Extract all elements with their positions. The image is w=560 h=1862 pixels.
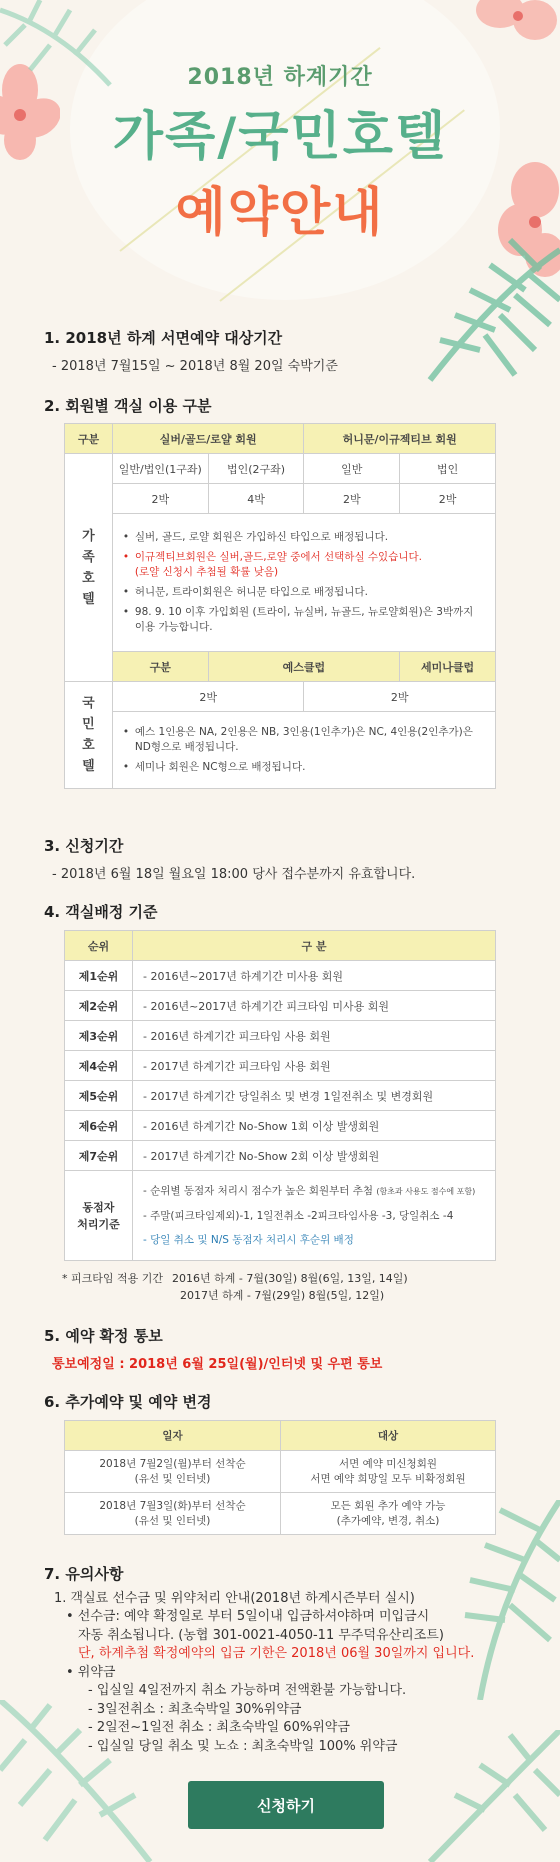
note-line: - 2일전~1일전 취소 : 최초숙박일 60%위약금 [88, 1720, 350, 1735]
additional-booking-table [64, 1420, 496, 1535]
table-cell: 일반 [304, 454, 400, 484]
note-item: • 허니문, 트라이회원은 허니문 타입으로 배정됩니다. [123, 585, 485, 600]
table-header: 허니문/이규젝티브 회원 [304, 424, 496, 454]
table-header: 세미나클럽 [400, 652, 496, 682]
tie-rule-1: - 순위별 동점자 처리시 점수가 높은 회원부터 추첨 (함초과 사용도 점수에 포함) [143, 1185, 476, 1197]
table-cell: 2박 [304, 484, 400, 514]
row-label-national-hotel: 국 민 호 텔 [65, 682, 113, 789]
note-item: • 예스 1인용은 NA, 2인용은 NB, 3인용(1인추가)은 NC, 4인용(2인추가)은 ND형으로 배정됩니다. [123, 725, 485, 755]
note-line: - 입실일 당일 취소 및 노쇼 : 최초숙박일 100% 위약금 [88, 1738, 398, 1754]
table-cell: 법인 [400, 454, 496, 484]
section-additional-booking [44, 1391, 516, 1412]
table-row: 2018년 7월3일(화)부터 선착순 (유선 및 인터넷) 모든 회원 추가 예약 가능 (추가예약, 변경, 취소) [65, 1493, 496, 1535]
section-heading: 1. 2018년 하계 서면예약 대상기간 [44, 329, 283, 347]
section-room-usage [44, 395, 516, 416]
note-line: • 선수금: 예약 확정일로 부터 5일이내 입금하셔야하며 미입금시 [66, 1609, 430, 1624]
note-line: 1. 객실료 선수금 및 위약처리 안내(2018년 하계시즌부터 실시) [54, 1590, 415, 1606]
table-cell: 2박 [112, 484, 208, 514]
table-row: 제6순위 - 2016년 하계기간 No-Show 1회 이상 발생회원 [65, 1111, 496, 1141]
table-row: 제1순위 - 2016년~2017년 하계기간 미사용 회원 [65, 961, 496, 991]
table-cell: 4박 [208, 484, 304, 514]
section-heading: 2. 회원별 객실 이용 구분 [44, 397, 212, 415]
table-row: 제7순위 - 2017년 하계기간 No-Show 2회 이상 발생회원 [65, 1141, 496, 1171]
section-text: - 2018년 7월15일 ~ 2018년 8월 20일 숙박기준 [52, 359, 338, 374]
table-header: 구분 [112, 652, 208, 682]
note-item: • 98. 9. 10 이후 가입회원 (트라이, 뉴실버, 뉴골드, 뉴로얄회원)은 3박까지 이용 가능합니다. [123, 605, 485, 635]
section-apply-period [44, 835, 516, 882]
section-text: - 2018년 6월 18일 월요일 18:00 당사 접수분까지 유효합니다. [52, 867, 416, 882]
note-line: - 3일전취소 : 최초숙박일 30%위약금 [88, 1701, 302, 1717]
section-heading: 3. 신청기간 [44, 837, 124, 855]
section-heading: 5. 예약 확정 통보 [44, 1327, 163, 1345]
table-cell: 2박 [112, 682, 304, 712]
section-heading: 4. 객실배정 기준 [44, 903, 158, 921]
note-line: - 입실일 4일전까지 취소 가능하며 전액환불 가능합니다. [88, 1683, 407, 1698]
table-cell: 법인(2구좌) [208, 454, 304, 484]
table-row: 동점자 처리기준 - 순위별 동점자 처리시 점수가 높은 회원부터 추첨 (함초과 사용도 점수에 포함) - 주말(피크타임제외)-1, 1일전취소 -2피크타임사용 -3, 당일취소 -4 - 당일 취소 및 N/S 동점자 처리시 후순위 배정 [65, 1171, 496, 1261]
note-line: 단, 하계추첨 확정예약의 입금 기한은 2018년 06월 30일까지 입니다. [78, 1646, 475, 1661]
peak-period: 2017년 하계 - 7월(29일) 8월(5일, 12일) [180, 1289, 385, 1302]
table-cell: 2박 [304, 682, 496, 712]
table-row: 2018년 7월2일(월)부터 선착순 (유선 및 인터넷) 서면 예약 미신청회원 서면 예약 희망일 모두 비확정회원 [65, 1451, 496, 1493]
peak-time-note [62, 1270, 534, 1304]
table-row: 제4순위 - 2017년 하계기간 피크타임 사용 회원 [65, 1051, 496, 1081]
hibiscus-flower-icon [470, 0, 560, 50]
table-row: 제5순위 - 2017년 하계기간 당일취소 및 변경 1일전취소 및 변경회원 [65, 1081, 496, 1111]
page-title-secondary: 예약안내 [175, 183, 385, 243]
table-cell: 2박 [400, 484, 496, 514]
table-header: 일자 [65, 1421, 281, 1451]
notes-cell [112, 712, 495, 789]
section-heading: 7. 유의사항 [44, 1565, 124, 1583]
ranking-table [64, 930, 496, 1261]
section-confirmation [44, 1325, 516, 1372]
note-item: • 실버, 골드, 로얄 회원은 가입하신 타입으로 배정됩니다. [123, 530, 485, 545]
section-heading: 6. 추가예약 및 예약 변경 [44, 1393, 212, 1411]
tie-rule-2: - 주말(피크타임제외)-1, 1일전취소 -2피크타임사용 -3, 당일취소 -4 [143, 1210, 454, 1222]
page-subtitle: 2018년 하계기간 [187, 65, 373, 90]
table-header: 구 분 [133, 931, 496, 961]
section-room-assignment [44, 901, 516, 922]
table-cell: 일반/법인(1구좌) [112, 454, 208, 484]
table-header: 대상 [281, 1421, 496, 1451]
note-item: • 세미나 회원은 NC형으로 배정됩니다. [123, 760, 485, 775]
section-notes [44, 1565, 516, 1756]
section-period [44, 327, 516, 374]
notes-cell [112, 514, 495, 652]
table-row: 제3순위 - 2016년 하계기간 피크타임 사용 회원 [65, 1021, 496, 1051]
apply-button[interactable]: 신청하기 [188, 1781, 384, 1829]
table-header: 순위 [65, 931, 133, 961]
page-title: 가족/국민호텔 [112, 107, 448, 167]
peak-label: * 피크타임 적용 기간 [62, 1272, 163, 1285]
note-line: 자동 취소됩니다. (농협 301-0021-4050-11 무주덕유산리조트) [78, 1627, 444, 1643]
row-label-family-hotel: 가 족 호 텔 [65, 454, 113, 682]
table-header: 예스클럽 [208, 652, 400, 682]
peak-period: 2016년 하계 - 7월(30일) 8월(6일, 13일, 14일) [172, 1272, 408, 1285]
section-text: 통보예정일 : 2018년 6월 25일(월)/인터넷 및 우편 통보 [52, 1357, 383, 1372]
note-line: • 위약금 [66, 1664, 116, 1680]
table-row: 제2순위 - 2016년~2017년 하계기간 피크타임 미사용 회원 [65, 991, 496, 1021]
title-area [0, 60, 560, 243]
note-item: • 이규젝티브회원은 실버,골드,로얄 중에서 선택하실 수있습니다. (로얄 신청시 추첨될 확률 낮음) [123, 550, 485, 580]
table-header: 실버/골드/로얄 회원 [112, 424, 304, 454]
family-hotel-table [64, 423, 496, 789]
tie-rule-3: - 당일 취소 및 N/S 동점자 처리시 후순위 배정 [143, 1234, 354, 1246]
table-header: 구분 [65, 424, 113, 454]
